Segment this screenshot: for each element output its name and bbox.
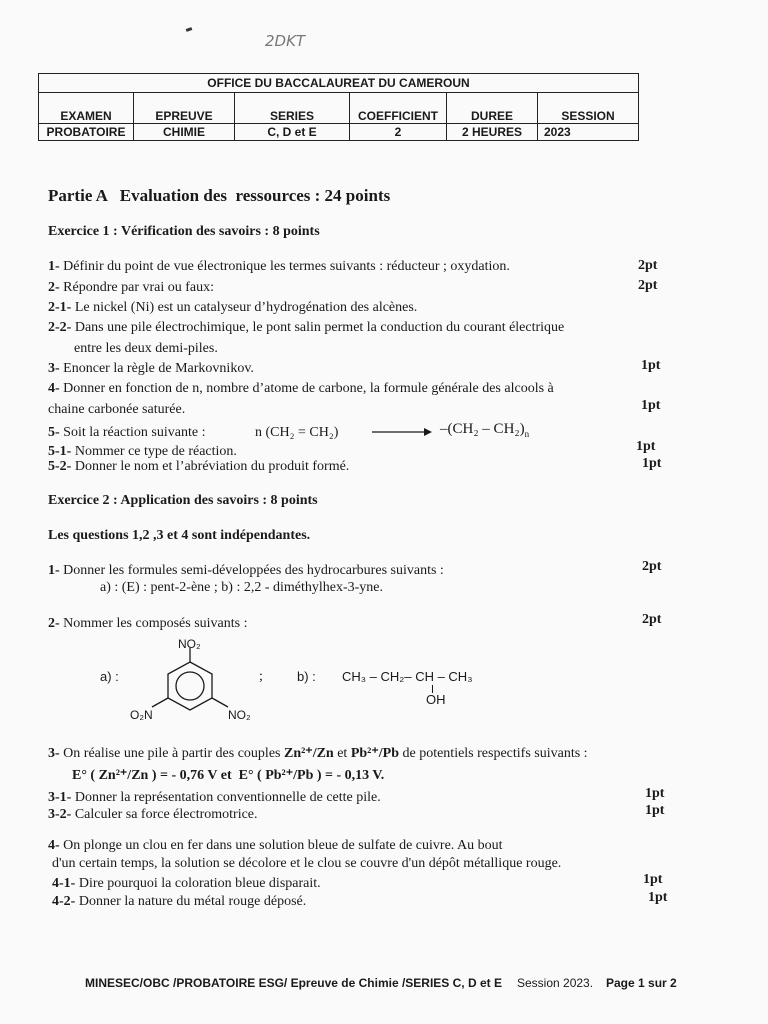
reaction-product: $-(CH_2 - CH_2)_n$ [440, 421, 530, 439]
ex2-q3-2-points: 1pt [645, 803, 665, 818]
ex2-q3-1-points: 1pt [645, 786, 665, 801]
mol-b-oh: OH [426, 692, 446, 707]
exercise-2-intro: Les questions 1,2 ,3 et 4 sont indépendantes. [48, 528, 311, 543]
col-session: SESSION [538, 93, 639, 124]
col-epreuve: EPREUVE [134, 93, 235, 124]
val-epreuve: CHIMIE [134, 124, 235, 141]
mol-a-top-group: NO₂ [178, 637, 201, 651]
ex1-q5-1-points: 1pt [636, 439, 656, 454]
ex2-q4: 4- On plonge un clou en fer dans une solution bleue de sulfate de cuivre. Au bout [48, 838, 503, 853]
ex2-q3-potentials: E° ( Zn²⁺/Zn ) = - 0,76 V et E° ( Pb²⁺/Pb ) = - 0,13 V. [72, 768, 385, 783]
ex1-q4-cont: chaine carbonée saturée. [48, 402, 186, 417]
ex1-q2: 2- Répondre par vrai ou faux: [48, 280, 215, 295]
val-duree: 2 HEURES [447, 124, 538, 141]
ex2-q4-2-points: 1pt [648, 890, 668, 905]
ex2-q4-1: 4-1- Dire pourquoi la coloration bleue disparait. [52, 876, 321, 891]
col-coefficient: COEFFICIENT [350, 93, 447, 124]
office-title: OFFICE DU BACCALAUREAT DU CAMEROUN [39, 74, 639, 93]
ex1-q5-2-points: 1pt [642, 456, 662, 471]
ex2-q3: 3- On réalise une pile à partir des couples Zn²⁺/Zn et Pb²⁺/Pb de potentiels respectifs suivants : [48, 746, 588, 761]
footer-session: Session 2023. [517, 976, 594, 990]
ex1-q3-points: 1pt [641, 358, 661, 373]
compound-separator: ; [259, 669, 263, 684]
part-title: Partie A Evaluation des ressources : 24 points [48, 186, 391, 205]
ex2-q1-items: a) : (E) : pent-2-ène ; b) : 2,2 - diméthylhex-3-yne. [100, 580, 384, 595]
ex1-q2-1: 2-1- Le nickel (Ni) est un catalyseur d’hydrogénation des alcènes. [48, 300, 418, 315]
exam-header-table [38, 73, 639, 141]
mol-b-label: b) : [297, 669, 316, 684]
exercise-1-title: Exercice 1 : Vérification des savoirs : 8 points [48, 224, 320, 239]
ex2-q4-cont: d'un certain temps, la solution se décolore et le clou se couvre d'un dépôt métallique rouge. [52, 856, 562, 871]
ex2-q2: 2- Nommer les composés suivants : [48, 616, 248, 631]
benzene-ring [140, 648, 240, 723]
mol-a-label: a) : [100, 669, 119, 684]
ex1-q5: 5- Soit la réaction suivante : [48, 425, 206, 440]
reaction-arrow [372, 425, 432, 444]
ex1-q4: 4- Donner en fonction de n, nombre d’atome de carbone, la formule générale des alcools à [48, 381, 554, 396]
footer-left: MINESEC/OBC /PROBATOIRE ESG/ Epreuve de Chimie /SERIES C, D et E [85, 976, 502, 990]
val-session: 2023 [538, 124, 639, 141]
val-examen: PROBATOIRE [39, 124, 134, 141]
ex1-q4-points: 1pt [641, 398, 661, 413]
handwritten-note: 2DKT [265, 32, 306, 50]
ex2-q2-points: 2pt [642, 612, 662, 627]
ex1-q5-1: 5-1- Nommer ce type de réaction. [48, 444, 237, 459]
ex2-q3-2: 3-2- Calculer sa force électromotrice. [48, 807, 258, 822]
mol-b-chain: CH₃ – CH₂– CH – CH₃ [342, 669, 473, 684]
footer-page: Page 1 sur 2 [606, 976, 677, 990]
ex1-q2-2-cont: entre les deux demi-piles. [74, 341, 218, 356]
ex1-q1: 1- Définir du point de vue électronique les termes suivants : réducteur ; oxydation. [48, 259, 510, 274]
ex1-q5-2: 5-2- Donner le nom et l’abréviation du produit formé. [48, 459, 350, 474]
ex1-q2-points: 2pt [638, 278, 658, 293]
ex2-q4-2: 4-2- Donner la nature du métal rouge déposé. [52, 894, 307, 909]
mol-a-left-group: O₂N [130, 708, 153, 722]
ex2-q1: 1- Donner les formules semi-développées des hydrocarbures suivants : [48, 563, 444, 578]
reaction-reactant: n (CH₂ = CH₂) [255, 425, 339, 440]
exercise-2-title: Exercice 2 : Application des savoirs : 8 points [48, 493, 318, 508]
ex2-q4-1-points: 1pt [643, 872, 663, 887]
ink-mark [186, 27, 193, 32]
ex1-q1-points: 2pt [638, 258, 658, 273]
val-series: C, D et E [235, 124, 350, 141]
ex1-q3: 3- Enoncer la règle de Markovnikov. [48, 361, 254, 376]
ex2-q3-1: 3-1- Donner la représentation conventionnelle de cette pile. [48, 790, 381, 805]
col-examen: EXAMEN [39, 93, 134, 124]
col-duree: DUREE [447, 93, 538, 124]
val-coefficient: 2 [350, 124, 447, 141]
ex1-q2-2: 2-2- Dans une pile électrochimique, le pont salin permet la conduction du courant électrique [48, 320, 565, 335]
col-series: SERIES [235, 93, 350, 124]
mol-a-right-group: NO₂ [228, 708, 251, 722]
ex2-q1-points: 2pt [642, 559, 662, 574]
